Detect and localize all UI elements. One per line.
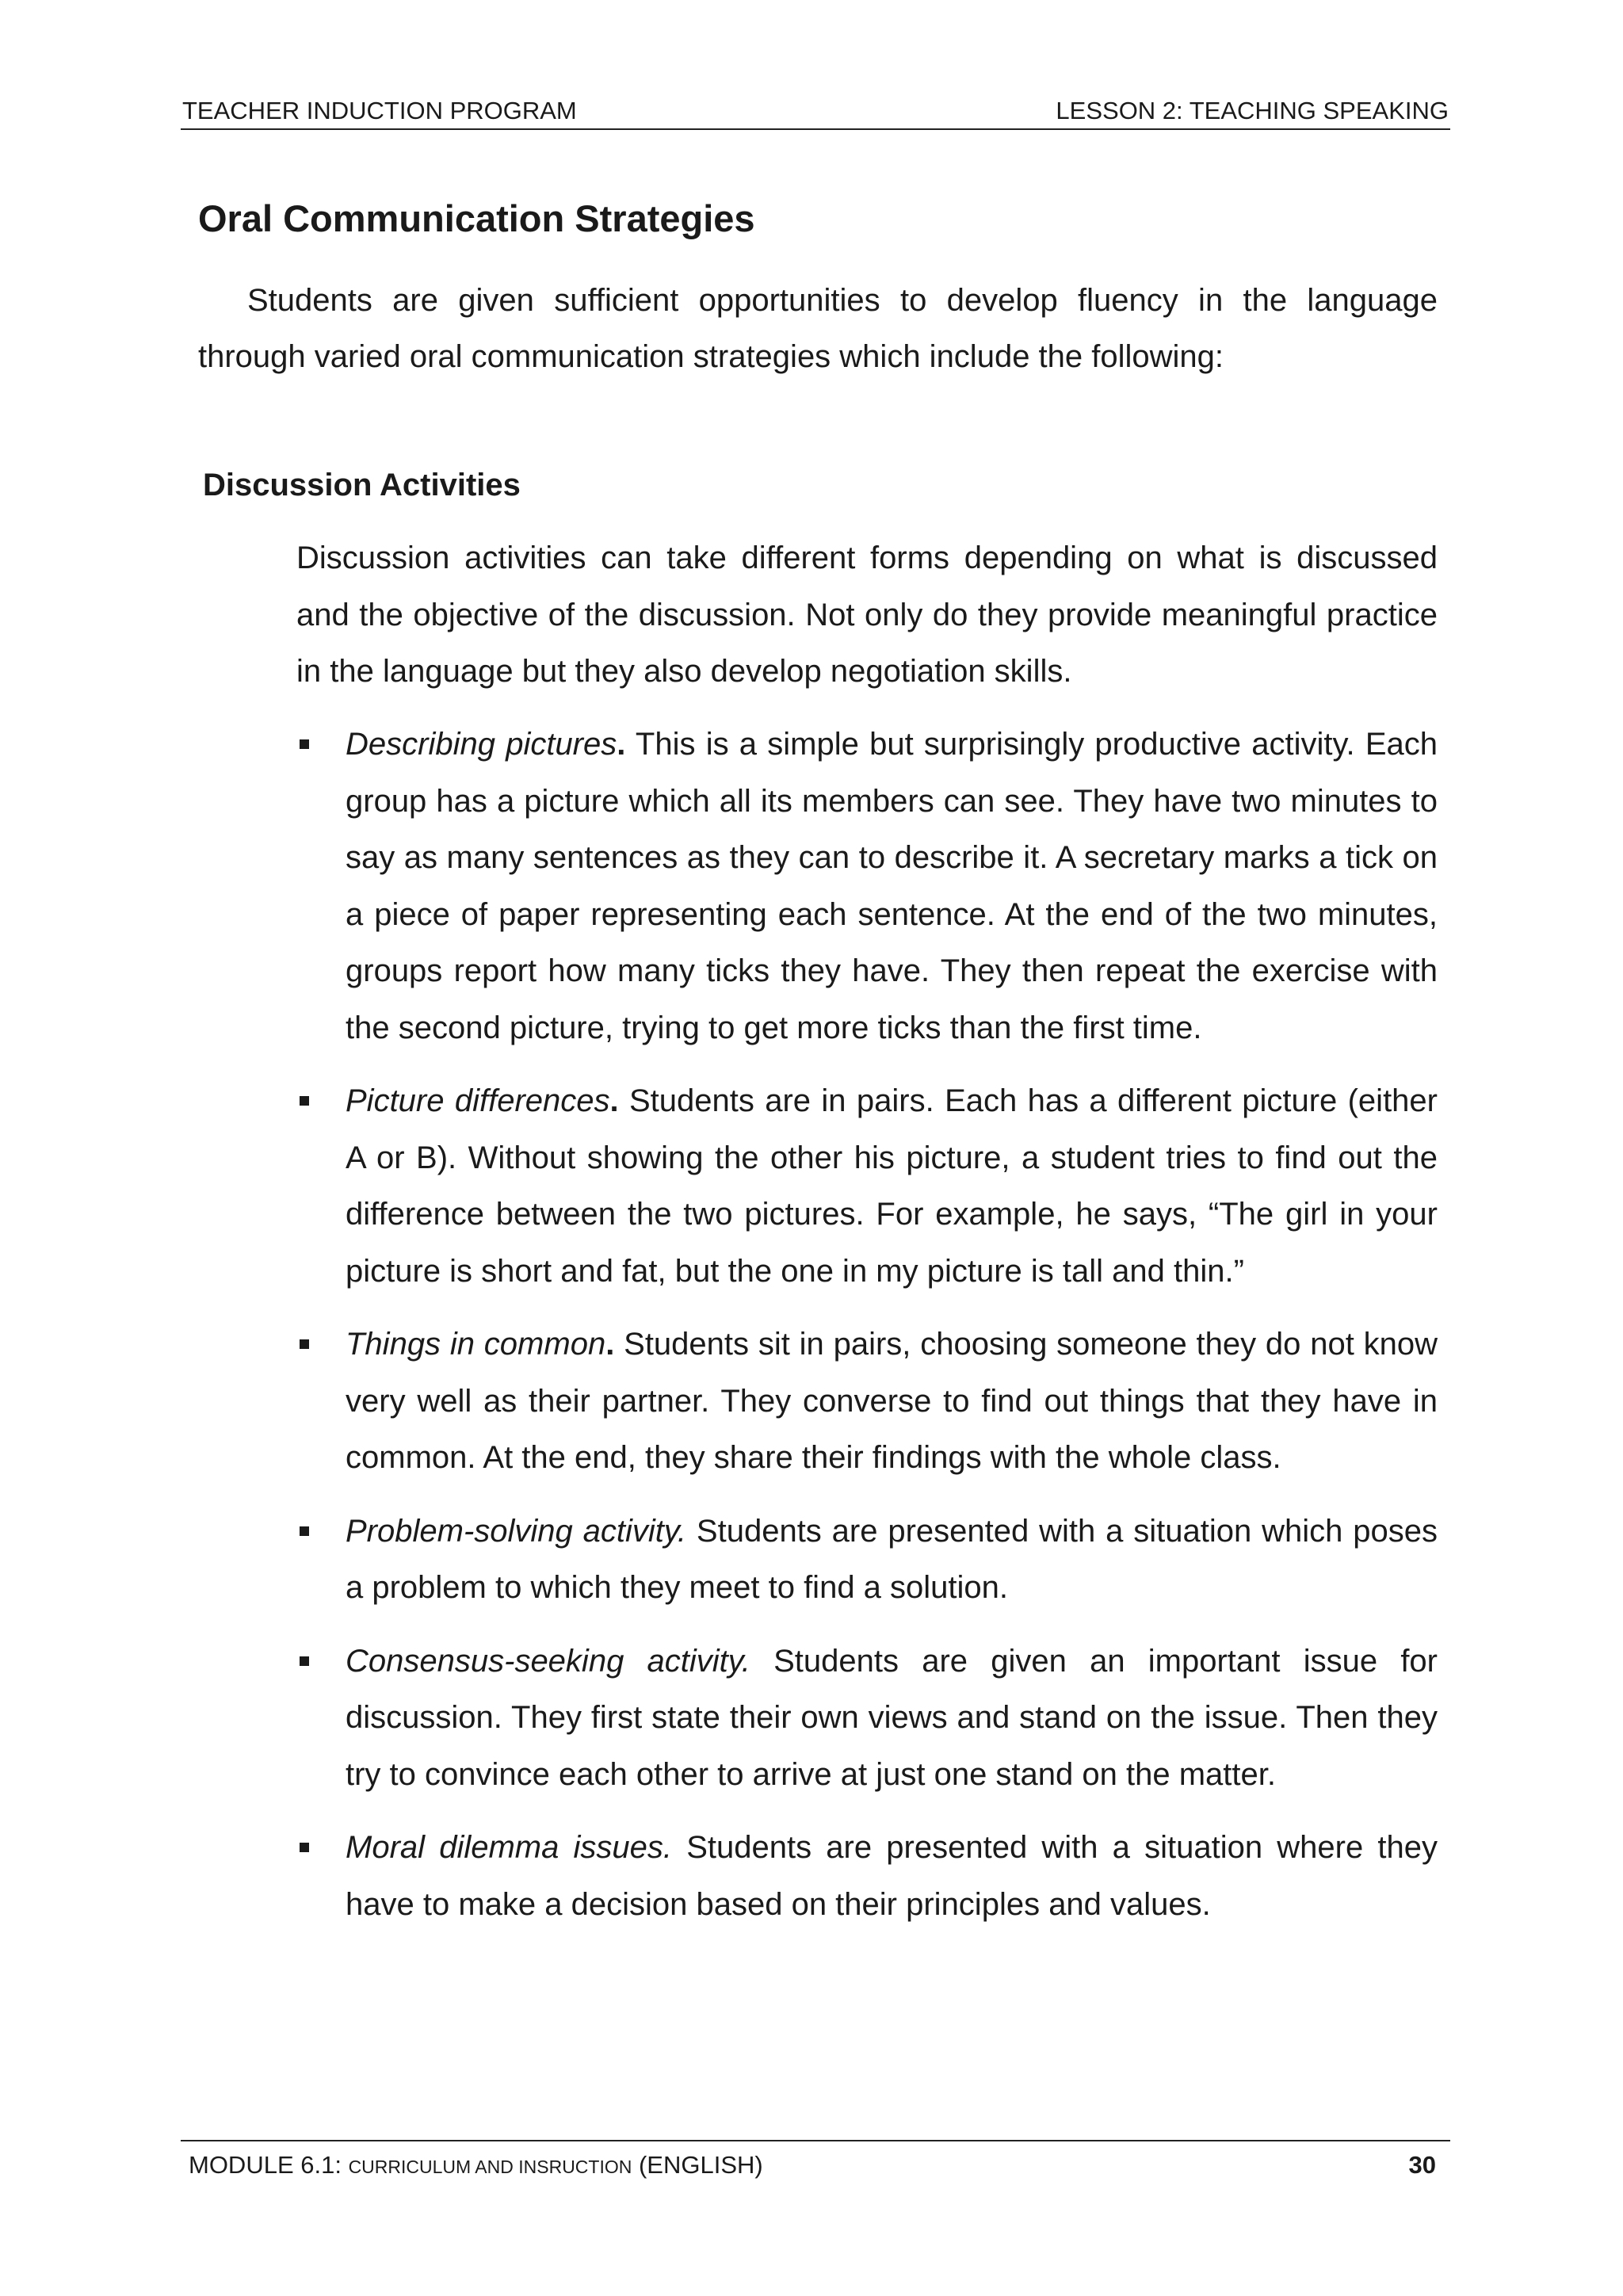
list-item: [296, 1820, 1438, 1933]
activity-term: Problem-solving activity.: [346, 1513, 687, 1549]
activity-term: Describing pictures: [346, 727, 617, 762]
activity-description: This is a simple but surprisingly productive activity. Each group has a picture which all its members can see. They have two minutes to say as many sentences as they can to describe it. A secretary marks a tick on a piece of paper representing each sentence. At the end of the two minutes, groups report how many ticks they have. They then repeat the exercise with the second picture, trying to get more ticks than the first time.: [346, 727, 1438, 1045]
footer-language: (ENGLISH): [632, 2151, 763, 2179]
section-heading: Discussion Activities: [203, 468, 521, 502]
list-item: [296, 1316, 1438, 1487]
page-number: 30: [1408, 2151, 1436, 2179]
term-punctuation: .: [617, 727, 626, 762]
activity-term: Picture differences: [346, 1083, 610, 1118]
activity-description: Students are presented with a situation where they have to make a decision based on their principles and values.: [346, 1830, 1438, 1922]
list-item: [296, 1633, 1438, 1804]
square-bullet-icon: [300, 1656, 309, 1666]
term-punctuation: .: [605, 1327, 615, 1362]
running-footer: [181, 2140, 1450, 2181]
activity-list: [296, 716, 1438, 1950]
list-item: [296, 716, 1438, 1056]
footer-module: MODULE 6.1:: [189, 2151, 349, 2179]
activity-term: Things in common: [346, 1327, 606, 1362]
activity-term: Moral dilemma issues.: [346, 1830, 673, 1865]
footer-course: CURRICULUM AND INSRUCTION: [348, 2157, 632, 2177]
page-title: Oral Communication Strategies: [198, 197, 755, 239]
activity-description: Students sit in pairs, choosing someone they do not know very well as their partner. They converse to find out things that they have in common. At the end, they share their findings with the whole class.: [346, 1327, 1438, 1475]
square-bullet-icon: [300, 739, 309, 749]
header-program-name: TEACHER INDUCTION PROGRAM: [182, 97, 577, 124]
square-bullet-icon: [300, 1843, 309, 1852]
activity-term: Consensus-seeking activity.: [346, 1643, 750, 1679]
footer-module-label: [189, 2151, 763, 2179]
activity-description: Students are presented with a situation which poses a problem to which they meet to find a solution.: [346, 1513, 1438, 1605]
square-bullet-icon: [300, 1526, 309, 1536]
activity-description: Students are in pairs. Each has a different picture (either A or B). Without showing the other his picture, a student tries to find out the difference between the two pictures. For example, he says, “The girl in your picture is short and fat, but the one in my picture is tall and thin.”: [346, 1083, 1438, 1289]
list-item: [296, 1503, 1438, 1617]
term-punctuation: .: [609, 1083, 619, 1118]
square-bullet-icon: [300, 1096, 309, 1106]
header-lesson-title: LESSON 2: TEACHING SPEAKING: [1056, 97, 1449, 124]
list-item: [296, 1073, 1438, 1300]
running-header: [181, 98, 1450, 130]
square-bullet-icon: [300, 1339, 309, 1349]
intro-paragraph: Students are given sufficient opportunities to develop fluency in the language through varied oral communication strategies which include the following:: [198, 283, 1438, 374]
activity-description: Students are given an important issue for discussion. They first state their own views and stand on the issue. Then they try to convince each other to arrive at just one stand on the matter.: [346, 1643, 1438, 1792]
section-lead-paragraph: Discussion activities can take different forms depending on what is discussed and the objective of the discussion. Not only do they provide meaningful practice in the language but they also develop negotiation skills.: [296, 541, 1438, 689]
